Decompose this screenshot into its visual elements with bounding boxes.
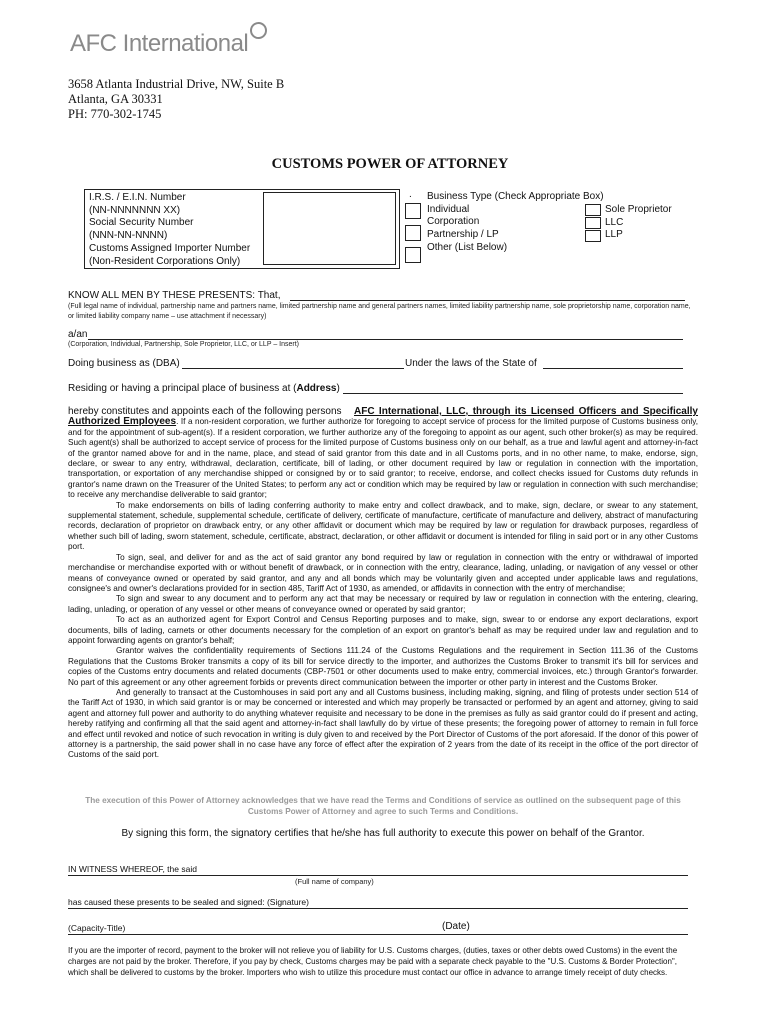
ein-format: (NN-NNNNNNN XX) [89,204,181,216]
business-type-mark: . [409,189,412,200]
address-line2: Atlanta, GA 30331 [68,92,163,106]
business-type-heading: Business Type (Check Appropriate Box) [427,191,604,202]
importer-number-label: Customs Assigned Importer Number [89,242,251,254]
grantor-name-line[interactable] [290,300,685,301]
company-logo [70,30,265,58]
option-individual: Individual [427,203,470,215]
paragraph-6: Grantor waives the confidentiality requirements of Sections 111.24 of the Customs Regulations and the requirement in Section 111.36 of the Customs Regulations that the Customs Broker transmits a copy of its bill for service directly to the importer, and authorizes the Customs Broker to transmit it's bill for services and copies of the Customs entry documents and related documents (CBP-7501 or other documents used to make entry, commercial invoices, etc.) through Grantor's forwarder. No part of this agreement or any other agreement forbids or prevents direct communication between the importer or other party in interest and the Customs Broker. [68,646,698,687]
paragraph-1: . If a non-resident corporation, we further authorize for foregoing to accept service of process for the limited purpose of Customs business only, and for the appointment of sub-agent(s). If a resident corporation, we further authorize any of the foregoing to appoint as our agent, such other broker(s) as may be required. Such agent(s) shall be authorized to accept service of process for the limited purpose of Customs business only on our behalf, as a true and lawful agent and attorney-in-fact of the grantor named above for and in the name, place, and stead of said grantor from this date and in all Customs ports, and in no other name, to make, endorse, sign, declare, or swear to any entry, withdrawal, declaration, certificate, bill of lading, or other document required by law or regulation in connection with the importation, transportation, or exportation of any merchandise shipped or consigned by or to said grantor; to receive, endorse, and collect checks issued for Customs duty refunds in grantor's name drawn on the Treasurer of the United States; to perform any act or condition which may be required by law or regulation in connection with such merchandise; to receive any merchandise deliverable to said grantor; [68,417,698,500]
ein-label: I.R.S. / E.I.N. Number [89,192,186,203]
id-labels [89,192,250,268]
option-llc: LLC [605,216,624,228]
ssn-label: Social Security Number [89,217,194,229]
address-phone: PH: 770-302-1745 [68,107,162,121]
paragraph-7: And generally to transact at the Customhouses in said port any and all Customs business, including making, signing, and filing of protests under section 514 of the Tariff Act of 1930, in which said grantor is or may be concerned or interested and which may properly be transacted or performed by an agent and attorney, giving to said agent and attorney full power and authority to do anything whatever requisite and necessary to be done in the premises as fully as said grantor could do if present and acting, hereby ratifying and confirming all that the said agent and attorney-in-fact shall lawfully do by virtue of these presents; the foregoing power of attorney to remain in full force and effect until revoked and notice of such revocation in writing is duly given to and received by the Port Director of Customs of the port aforesaid. If the donor of this power of attorney is a partnership, the said power shall in no case have any force of effect after the expiration of 2 years from the date of its receipt in the office of the port director of Customs of the said port. [68,687,698,760]
llp-checkbox[interactable] [585,230,601,242]
signature-line[interactable] [68,908,688,909]
paragraph-4: To sign and swear to any document and to perform any act that may be necessary or required by law or regulation in connection with the entering, clearing, lading, unlading, or operation of any vessel or other means of conveyance owned or operated by said grantor; [68,594,698,614]
option-corporation: Corporation [427,216,480,228]
option-llp: LLP [605,229,623,241]
other-checkbox[interactable] [405,247,421,263]
company-name-line[interactable] [68,875,688,876]
option-sole-proprietor: Sole Proprietor [605,204,672,215]
entity-type-label: a/an [68,329,88,340]
signature-label: has caused these presents to be sealed and signed: (Signature) [68,897,309,907]
date-label: (Date) [442,921,470,932]
state-line[interactable] [543,368,683,369]
capacity-date-line[interactable] [68,934,688,935]
signatory-certification: By signing this form, the signatory certifies that he/she has full authority to execute this power on behalf of the Grantor. [121,828,645,839]
company-address [68,77,284,122]
residing-label [68,383,340,394]
dba-line[interactable] [182,368,404,369]
llc-checkbox[interactable] [585,217,601,229]
individual-checkbox[interactable] [405,203,421,219]
paragraph-5: To act as an authorized agent for Export Control and Census Reporting purposes and to make, sign, swear to or endorse any export declarations, export documents, bills of lading, carnets or other documents necessary for the completion of an export on grantor's behalf as may be required under law and regulation and to appoint forwarding agents on grantor's behalf; [68,615,698,645]
power-of-attorney-body [68,407,698,761]
id-number-box [84,189,400,269]
entity-type-line[interactable] [88,339,683,340]
page-title: CUSTOMS POWER OF ATTORNEY [271,156,509,172]
business-type-options [427,191,604,255]
address-word: Address [296,383,337,394]
option-other: Other (List Below) [427,241,508,253]
know-all-label: KNOW ALL MEN BY THESE PRESENTS: That, [68,290,281,301]
corporation-checkbox[interactable] [405,225,421,241]
option-partnership: Partnership / LP [427,229,499,241]
paragraph-2: To make endorsements on bills of lading conferring authority to make entry and collect drawback, and to make, sign, declare, or swear to any statement, supplemental statement, schedule, supplemental schedule, certificate of delivery, certificate of manufacture, certificate of manufacture and delivery, abstract of manufacturing records, declaration of proprietor on drawback entry, or any other affidavit or document which may be required by law or regulation for drawback purposes, regardless of whether such bill of lading, sworn statement, schedule, certificate, abstract, declaration, or other affidavit or document is intended for filing in said port or in any other Customs port. [68,500,698,552]
address-line[interactable] [343,393,683,394]
business-type-options-right [605,204,672,242]
capacity-title-label: (Capacity-Title) [68,923,126,933]
sole-proprietor-checkbox[interactable] [585,204,601,216]
company-name: AFC International [70,30,249,57]
residing-close: ) [336,383,340,394]
ssn-format: (NNN-NN-NNNN) [89,230,168,242]
appointee-name: AFC International, LLC, through its Licensed Officers and Specifically Authorized Employees [68,406,698,428]
address-line1: 3658 Atlanta Industrial Drive, NW, Suite B [68,77,285,91]
id-number-field[interactable] [263,192,396,265]
business-type-box [405,189,685,267]
grantor-name-note: (Full legal name of individual, partnership name and partners name, limited partnership name and general partners names, limited liability partnership name, sole proprietorship name, corporation name, or limited liability company name – use attachment if necessary) [68,303,691,320]
terms-acknowledgement: The execution of this Power of Attorney acknowledges that we have read the Terms and Conditions of service as outlined on the subsequent page of this Customs Power of Attorney and agree to such Terms and Conditions. [85,796,681,816]
state-label: Under the laws of the State of [405,358,537,369]
footer-notice: If you are the importer of record, payment to the broker will not relieve you of liability for U.S. Customs charges, (duties, taxes or other debts owed Customs) in the event the charges are not paid by the broker. Therefore, if you pay by check, Customs charges may be paid with a separate check payable to the "U.S. Customs & Border Protection", which shall be delivered to customs by the broker. Importers who wish to utilize this procedure must contact our office in advance to arrange timely receipt of duty checks. [68,946,678,977]
paragraph-3: To sign, seal, and deliver for and as the act of said grantor any bond required by law or regulation in connection with the entry or withdrawal of imported merchandise or merchandise exported with or without benefit of drawback, or in connection with the entry, clearance, lading, unlading, or navigation of any vessel or other means of conveyance owned or operated by said grantor, and any and all bonds which may be voluntarily given and accepted under applicable laws and regulations, consignee's and owner's declarations provided for in section 485, Tariff Act of 1930, as amended, or affidavits in connection with the entry of merchandise; [68,552,698,593]
hereby-label: hereby constitutes and appoints each of the following persons [68,406,342,417]
company-name-note: (Full name of company) [295,877,374,886]
witness-label: IN WITNESS WHEREOF, the said [68,864,197,874]
importer-number-note: (Non-Resident Corporations Only) [89,255,241,267]
residing-text: Residing or having a principal place of business at ( [68,383,297,394]
logo-ring-icon [250,22,267,39]
entity-type-note: (Corporation, Individual, Partnership, Sole Proprietor, LLC, or LLP – Insert) [68,341,299,348]
dba-label: Doing business as (DBA) [68,358,180,369]
